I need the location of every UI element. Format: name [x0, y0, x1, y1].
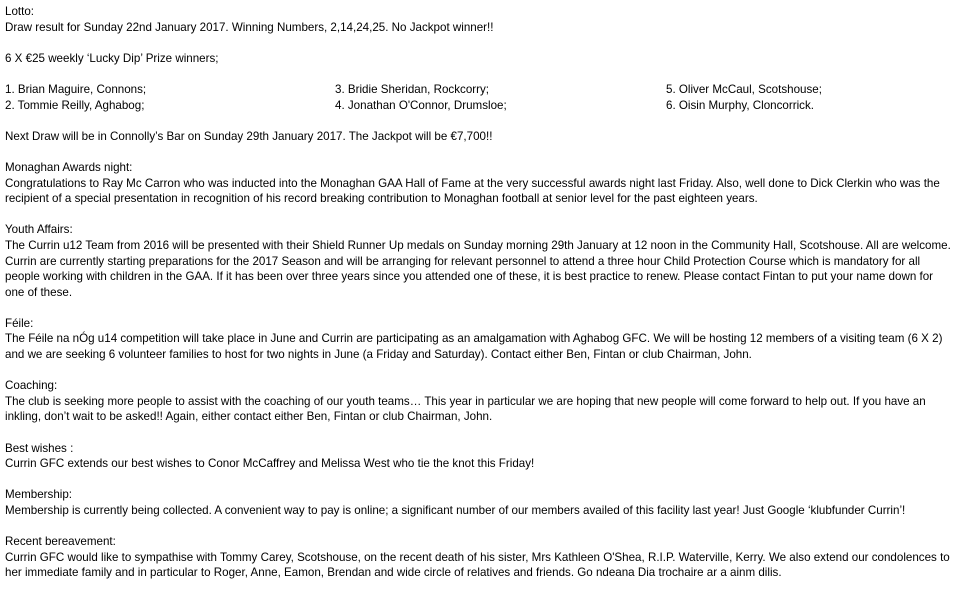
- section-line: The Féile na nÓg u14 competition will take place in June and Currin are participating as an amalgamation with Aghabog GFC. We will be hosting 12 members of a visiting team (6 X 2): [5, 332, 943, 346]
- spacer: [5, 519, 974, 535]
- spacer: [5, 300, 974, 316]
- winner-entry: 2. Tommie Reilly, Aghabog;: [5, 98, 145, 112]
- section-heading: Youth Affairs:: [5, 223, 73, 237]
- spacer: [5, 66, 974, 82]
- spacer: [5, 35, 974, 51]
- winner-entry: 3. Bridie Sheridan, Rockcorry;: [335, 82, 490, 96]
- section-line: inkling, don’t wait to be asked!! Again, either contact either Ben, Fintan or club Chairman, John.: [5, 410, 493, 424]
- winner-entry: 1. Brian Maguire, Connons;: [5, 82, 147, 96]
- section-heading: Best wishes :: [5, 441, 74, 455]
- section-heading: Recent bereavement:: [5, 535, 116, 549]
- winners-grid: [5, 82, 974, 113]
- section-line: The Currin u12 Team from 2016 will be presented with their Shield Runner Up medals on Sunday morning 29th January at 12 noon in the Community Hall, Scotshouse. All are welcome.: [5, 238, 951, 252]
- lotto-result: Draw result for Sunday 22nd January 2017. Winning Numbers, 2,14,24,25. No Jackpot winner!!: [5, 20, 494, 34]
- spacer: [5, 425, 974, 441]
- section-line: Currin are currently starting preparations for the 2017 Season and will be arranging for relevant personnel to attend a three hour Child Protection Course which is mandatory for all: [5, 254, 921, 268]
- winners-column: [5, 82, 335, 113]
- section-line: recipient of a special presentation in recognition of his record breaking contribution to Monaghan football at senior level for the past eighteen years.: [5, 192, 758, 206]
- winner-entry: 4. Jonathan O'Connor, Drumsloe;: [335, 98, 507, 112]
- spacer: [5, 472, 974, 488]
- spacer: [5, 363, 974, 379]
- section-line: Currin GFC would like to sympathise with Tommy Carey, Scotshouse, on the recent death of his sister, Mrs Kathleen O'Shea, R.I.P. Waterville, Kerry. We also extend our condolences to: [5, 550, 950, 564]
- section-heading: Féile:: [5, 316, 34, 330]
- winners-column: [666, 82, 974, 113]
- section-line: The club is seeking more people to assist with the coaching of our youth teams… This year in particular we are hoping that new people will come forward to help out. If you have an: [5, 394, 926, 408]
- section-heading: Membership:: [5, 488, 73, 502]
- section-line: one of these.: [5, 285, 73, 299]
- section-line: people working with children in the GAA. If it has been over three years since you attended one of these, it is best practice to renew. Please contact Fintan to put your name down for: [5, 270, 934, 284]
- section-line: and we are seeking 6 volunteer families to host for two nights in June (a Friday and Saturday). Contact either Ben, Fintan or club Chairman, John.: [5, 348, 752, 362]
- spacer: [5, 144, 974, 160]
- section-heading: Monaghan Awards night:: [5, 160, 133, 174]
- section-line: Currin GFC extends our best wishes to Conor McCaffrey and Melissa West who tie the knot this Friday!: [5, 457, 535, 471]
- lotto-heading: Lotto:: [5, 5, 35, 18]
- spacer: [5, 113, 974, 129]
- section-line: her immediate family and in particular to Roger, Anne, Eamon, Brendan and wide circle of relatives and friends. Go ndeana Dia trochaire ar a ainm dilis.: [5, 566, 782, 580]
- winners-column: [335, 82, 666, 113]
- winner-entry: 6. Oisin Murphy, Cloncorrick.: [666, 98, 814, 112]
- section-heading: Coaching:: [5, 379, 58, 393]
- section-line: Membership is currently being collected. A convenient way to pay is online; a significant number of our members availed of this facility last year! Just Google ‘klubfunder Currin’!: [5, 504, 906, 517]
- next-draw: Next Draw will be in Connolly’s Bar on Sunday 29th January 2017. The Jackpot will be €7,700!!: [5, 129, 493, 143]
- winner-entry: 5. Oliver McCaul, Scotshouse;: [666, 82, 822, 96]
- spacer: [5, 207, 974, 223]
- lucky-dip-intro: 6 X €25 weekly ‘Lucky Dip’ Prize winners;: [5, 51, 219, 65]
- section-line: Congratulations to Ray Mc Carron who was inducted into the Monaghan GAA Hall of Fame at the very successful awards night last Friday. Also, well done to Dick Clerkin who was the: [5, 176, 940, 190]
